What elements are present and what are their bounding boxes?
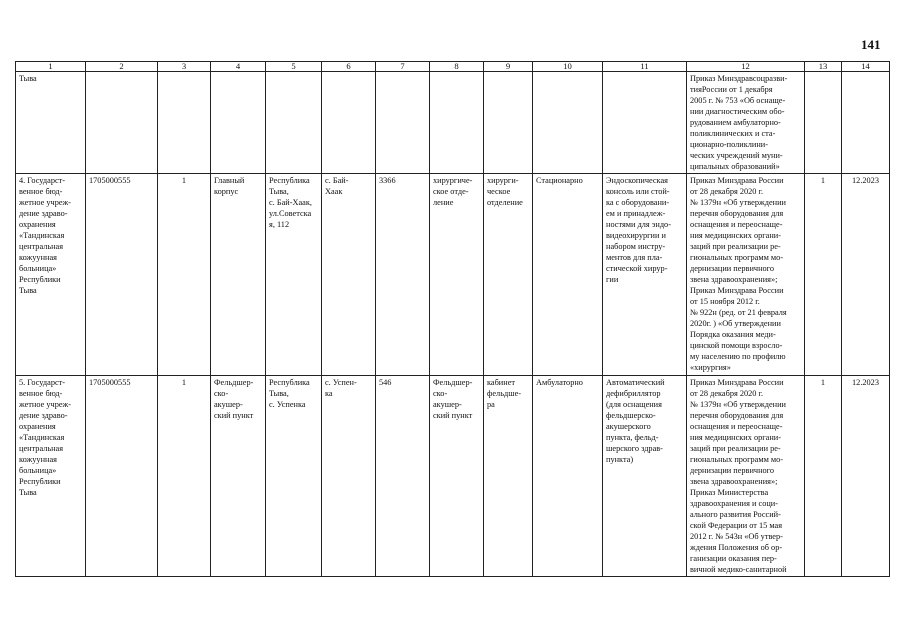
table-cell [430,72,484,174]
table-row [16,72,890,174]
table-cell [266,72,322,174]
table-cell: 5. Государст- венное бюд- жетное учреж- дение здраво- охранения «Тандинская центральная кожуунная больница» Республики Тыва [16,376,86,577]
column-header: 9 [484,62,533,72]
table-cell: Приказ Минздрава России от 28 декабря 2020 г. № 1379н «Об утверждении перечня оборудования для оснащения и переоснаще- ния медицинских органи- заций при реализации ре- гиональных программ мо- дернизации первичного звена здравоохранения»; Приказ Минздрава России от 15 ноября 2012 г. № 922н (ред. от 21 февраля 2020г. ) «Об утверждении Порядка оказания меди- цинской помощи взросло- му населению по профилю «хирургия» [687,174,805,376]
table-cell [322,72,376,174]
column-header: 14 [842,62,890,72]
table-cell [158,72,211,174]
table-cell: Республика Тыва, с. Бай-Хаак, ул.Советска я, 112 [266,174,322,376]
column-header: 4 [211,62,266,72]
table-cell: кабинет фельдше- ра [484,376,533,577]
table-cell: 1705000555 [86,174,158,376]
table-cell: Стационарно [533,174,603,376]
column-header: 10 [533,62,603,72]
table-cell: Главный корпус [211,174,266,376]
column-header: 3 [158,62,211,72]
table-row [16,376,890,577]
table-cell [86,72,158,174]
column-header: 5 [266,62,322,72]
column-header: 6 [322,62,376,72]
table-cell: 546 [376,376,430,577]
table-cell [842,72,890,174]
column-header: 7 [376,62,430,72]
column-header: 11 [603,62,687,72]
table-cell: 1 [158,376,211,577]
column-header: 12 [687,62,805,72]
column-header: 2 [86,62,158,72]
table-cell: 4. Государст- венное бюд- жетное учреж- дение здраво- охранения «Тандинская центральная кожуунная больница» Республики Тыва [16,174,86,376]
table-cell [603,72,687,174]
column-header: 1 [16,62,86,72]
table-cell: Эндоскопическая консоль или стой- ка с оборудовани- ем и принадлеж- ностями для эндо- видеохирургии и набором инстру- ментов для пла- стической хирур- гии [603,174,687,376]
page-number: 141 [861,37,881,52]
table-cell: 1705000555 [86,376,158,577]
table-cell: Приказ Минздравсоцразви- тияРоссии от 1 декабря 2005 г. № 753 «Об оснаще- нии диагностическим обо- рудованием амбулаторно- поликлинических и ста- ционарно-поликлини- ческих учреждений муни- ципальных образований» [687,72,805,174]
table-cell [211,72,266,174]
document-table [15,61,890,577]
table-cell: 1 [805,376,842,577]
table-cell: 12.2023 [842,376,890,577]
table-cell [805,72,842,174]
table-cell: Приказ Минздрава России от 28 декабря 2020 г. № 1379н «Об утверждении перечня оборудования для оснащения и переоснаще- ния медицинских органи- заций при реализации ре- гиональных программ мо- дернизации первичного звена здравоохранения»; Приказ Министерства здравоохранения и соци- ального развития Россий- ской Федерации от 15 мая 2012 г. № 543н «Об утвер- ждения Положения об ор- ганизации оказания пер- вичной медико-санитарной [687,376,805,577]
table-cell: 1 [158,174,211,376]
table-cell: Фельдшер- ско- акушер- ский пункт [430,376,484,577]
table-cell: Фельдшер- ско- акушер- ский пункт [211,376,266,577]
table-cell: хирурги- ческое отделение [484,174,533,376]
table-cell: хирургиче- ское отде- ление [430,174,484,376]
column-header: 8 [430,62,484,72]
table-cell: с. Бай- Хаак [322,174,376,376]
table-cell: Республика Тыва, с. Успенка [266,376,322,577]
table-cell: с. Успен- ка [322,376,376,577]
column-number-row [16,62,890,72]
column-header: 13 [805,62,842,72]
table-cell [376,72,430,174]
table-cell [484,72,533,174]
table-cell [533,72,603,174]
table-cell: Автоматический дефибриллятор (для оснащения фельдшерско- акушерского пункта, фельд- шерского здрав- пункта) [603,376,687,577]
table-cell: 3366 [376,174,430,376]
table-row [16,174,890,376]
table-cell: Амбулаторно [533,376,603,577]
table-cell: 12.2023 [842,174,890,376]
table-cell: 1 [805,174,842,376]
table-cell: Тыва [16,72,86,174]
